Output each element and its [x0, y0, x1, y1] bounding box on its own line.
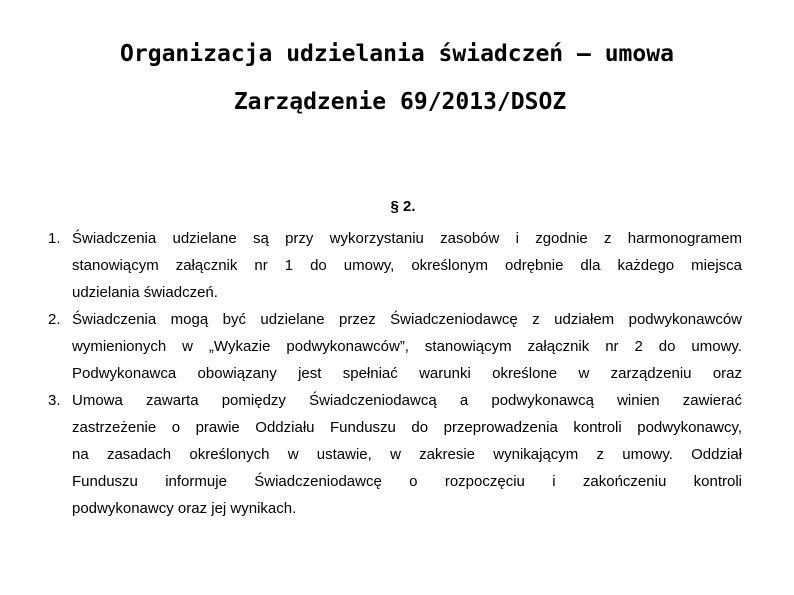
- slide-title-line-1: Organizacja udzielania świadczeń – umowa: [120, 41, 674, 67]
- list-item-line: Podwykonawca obowiązany jest spełniać warunki określone w zarządzeniu oraz: [72, 365, 742, 382]
- list-item-line: Świadczenia mogą być udzielane przez Świadczeniodawcę z udziałem podwykonawców: [72, 311, 742, 328]
- list-item-line: zastrzeżenie o prawie Oddziału Funduszu do przeprowadzenia kontroli podwykonawcy,: [72, 419, 742, 436]
- list-item: [30, 306, 742, 387]
- list-item-number: 1.: [48, 230, 61, 247]
- list-item-number: 2.: [48, 311, 61, 328]
- list-item-line: na zasadach określonych w ustawie, w zakresie wynikającym z umowy. Oddział: [72, 446, 742, 463]
- list-item: [30, 225, 742, 306]
- section-heading: § 2.: [390, 198, 416, 215]
- slide-title: [0, 30, 794, 126]
- list-item-number: 3.: [48, 392, 61, 409]
- list-item-line: udzielania świadczeń.: [72, 284, 218, 301]
- document-excerpt: [30, 190, 760, 530]
- list-item-line: podwykonawcy oraz jej wynikach.: [72, 500, 297, 517]
- slide-title-line-2: Zarządzenie 69/2013/DSOZ: [233, 89, 567, 115]
- list-item-line: Świadczenia udzielane są przy wykorzystaniu zasobów i zgodnie z harmonogramem: [72, 230, 742, 247]
- list-item: [30, 387, 742, 522]
- list-item-line: Umowa zawarta pomiędzy Świadczeniodawcą a podwykonawcą winien zawierać: [72, 392, 742, 409]
- document-list: [30, 225, 742, 522]
- list-item-line: Funduszu informuje Świadczeniodawcę o rozpoczęciu i zakończeniu kontroli: [72, 473, 742, 490]
- list-item-line: wymienionych w „Wykazie podwykonawców”, stanowiącym załącznik nr 2 do umowy.: [72, 338, 742, 355]
- list-item-line: stanowiącym załącznik nr 1 do umowy, określonym odrębnie dla każdego miejsca: [72, 257, 742, 274]
